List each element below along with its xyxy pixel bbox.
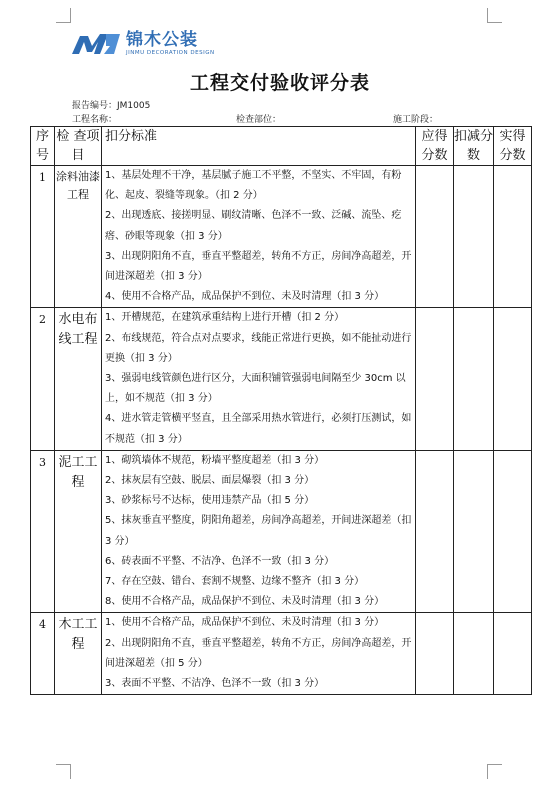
deduct-score-cell[interactable] <box>454 166 494 308</box>
criteria-line: 3、强弱电线管颜色进行区分，大面积铺管强弱电间隔至少 30cm 以上，如不规范（扣 3 分） <box>105 373 406 405</box>
should-score-cell[interactable] <box>416 450 454 613</box>
criteria-line: 1、砌筑墙体不规范，粉墙平整度超差（扣 3 分） <box>105 454 325 466</box>
table-header-row <box>31 127 532 166</box>
criteria-line: 1、开槽规范，在建筑承重结构上进行开槽（扣 2 分） <box>105 312 345 324</box>
table-row <box>31 308 532 450</box>
deduct-score-cell[interactable] <box>454 450 494 613</box>
table-row <box>31 450 532 613</box>
header-seq: 序号 <box>31 127 55 166</box>
criteria-line: 6、砖表面不平整、不洁净、色泽不一致（扣 3 分） <box>105 555 335 567</box>
crop-mark-top-right <box>487 8 502 23</box>
actual-score-cell[interactable] <box>494 166 532 308</box>
crop-mark-bottom-right <box>487 764 502 779</box>
criteria-line: 8、使用不合格产品，成品保护不到位、未及时清理（扣 3 分） <box>105 596 385 608</box>
row-seq: 1 <box>31 166 55 308</box>
actual-score-cell[interactable] <box>494 450 532 613</box>
table-row <box>31 166 532 308</box>
company-logo <box>70 30 215 58</box>
page-title: 工程交付验收评分表 <box>189 72 370 94</box>
row-item: 涂料油漆工程 <box>55 166 102 308</box>
header-deduct-score: 扣减分数 <box>454 127 494 166</box>
crop-mark-top-left <box>56 8 71 23</box>
brand-name-cn: 锦木公装 <box>126 30 198 50</box>
row-criteria <box>102 450 416 613</box>
criteria-line: 4、使用不合格产品，成品保护不到位、未及时清理（扣 3 分） <box>105 291 385 303</box>
criteria-line: 5、抹灰垂直平整度，阴阳角超差，房间净高超差，开间进深超差（扣 3 分） <box>105 515 412 547</box>
row-item: 木工工程 <box>55 613 102 695</box>
criteria-line: 3、砂浆标号不达标，使用违禁产品（扣 5 分） <box>105 495 315 507</box>
crop-mark-bottom-left <box>56 764 71 779</box>
criteria-line: 7、存在空鼓、错台、套割不规整、边缘不整齐（扣 3 分） <box>105 576 365 588</box>
deduct-score-cell[interactable] <box>454 613 494 695</box>
criteria-line: 1、使用不合格产品，成品保护不到位、未及时清理（扣 3 分） <box>105 617 385 629</box>
construction-stage-label: 施工阶段： <box>393 115 439 125</box>
should-score-cell[interactable] <box>416 166 454 308</box>
row-criteria <box>102 613 416 695</box>
criteria-line: 3、表面不平整、不洁净、色泽不一致（扣 3 分） <box>105 678 325 690</box>
should-score-cell[interactable] <box>416 613 454 695</box>
header-actual-score: 实得分数 <box>494 127 532 166</box>
should-score-cell[interactable] <box>416 308 454 450</box>
row-criteria <box>102 308 416 450</box>
actual-score-cell[interactable] <box>494 613 532 695</box>
row-item: 水电布线工程 <box>55 308 102 450</box>
row-seq: 2 <box>31 308 55 450</box>
deduct-score-cell[interactable] <box>454 308 494 450</box>
brand-name-en: JINMU DECORATION DESIGN <box>126 50 215 56</box>
header-should-score: 应得分数 <box>416 127 454 166</box>
row-seq: 3 <box>31 450 55 613</box>
table-row <box>31 613 532 695</box>
criteria-line: 2、抹灰层有空鼓、脱层、面层爆裂（扣 3 分） <box>105 475 315 487</box>
check-part-label: 检查部位： <box>236 115 282 125</box>
row-criteria <box>102 166 416 308</box>
criteria-line: 4、进水管走管横平竖直，且全部采用热水管进行，必须打压测试，如不规范（扣 3 分） <box>105 413 412 445</box>
row-item: 泥工工程 <box>55 450 102 613</box>
row-seq: 4 <box>31 613 55 695</box>
criteria-line: 2、布线规范，符合点对点要求，线能正常进行更换，如不能扯动进行更换（扣 3 分） <box>105 332 412 364</box>
header-criteria: 扣分标准 <box>102 127 416 166</box>
report-number: 报告编号：JM1005 <box>72 101 151 111</box>
project-name-label: 工程名称： <box>72 115 118 125</box>
criteria-line: 2、出现透底、接搓明显、刷纹清晰、色泽不一致、泛碱、流坠、疙瘩、砂眼等现象（扣 3 分） <box>105 210 402 242</box>
criteria-line: 2、出现阴阳角不直，垂直平整超差，转角不方正，房间净高超差，开间进深超差（扣 5 分） <box>105 637 412 669</box>
jm-logo-icon <box>70 30 122 58</box>
criteria-line: 3、出现阴阳角不直，垂直平整超差，转角不方正，房间净高超差，开间进深超差（扣 3 分） <box>105 250 412 283</box>
header-item: 检 查项目 <box>55 127 102 166</box>
actual-score-cell[interactable] <box>494 308 532 450</box>
criteria-line: 1、基层处理不干净，基层腻子施工不平整，不坚实、不牢固，有粉化、起皮、裂缝等现象。（扣 2 分） <box>105 170 402 202</box>
scoring-table <box>30 126 532 695</box>
